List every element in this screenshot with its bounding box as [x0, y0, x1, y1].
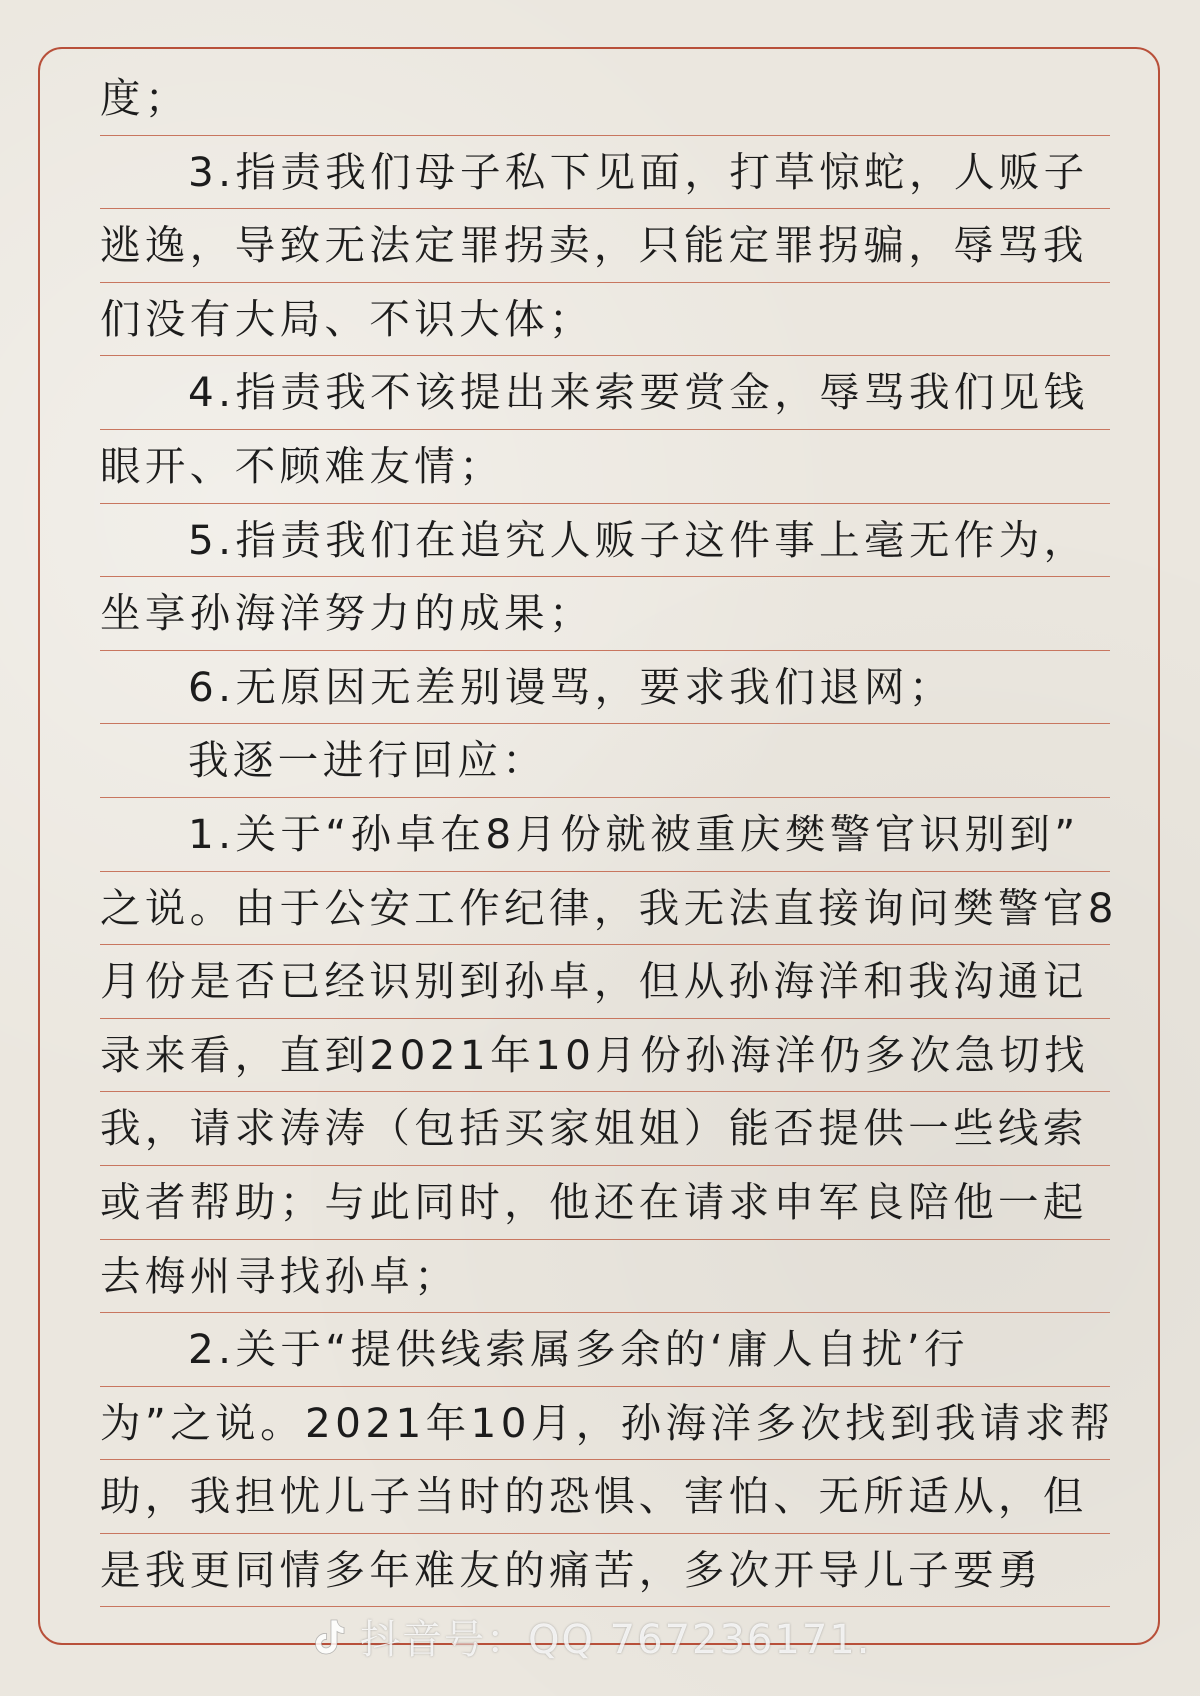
- text-line: 或者帮助；与此同时，他还在请求申军良陪他一起: [100, 1166, 1110, 1240]
- text-line: 6.无原因无差别谩骂，要求我们退网；: [100, 651, 1110, 725]
- tiktok-icon: [312, 1618, 346, 1656]
- text-line: 4.指责我不该提出来索要赏金，辱骂我们见钱: [100, 356, 1110, 430]
- text-line: 逃逸，导致无法定罪拐卖，只能定罪拐骗，辱骂我: [100, 209, 1110, 283]
- text-line: 之说。由于公安工作纪律，我无法直接询问樊警官8: [100, 872, 1110, 946]
- text-line: 是我更同情多年难友的痛苦，多次开导儿子要勇: [100, 1534, 1110, 1608]
- text-line: 坐享孙海洋努力的成果；: [100, 577, 1110, 651]
- text-line: 我逐一进行回应：: [100, 724, 1110, 798]
- text-line: 2.关于“提供线索属多余的‘庸人自扰’行: [100, 1313, 1110, 1387]
- text-line: 3.指责我们母子私下见面，打草惊蛇，人贩子: [100, 136, 1110, 210]
- watermark: [312, 1608, 871, 1665]
- text-line: 录来看，直到2021年10月份孙海洋仍多次急切找: [100, 1019, 1110, 1093]
- text-line: 去梅州寻找孙卓；: [100, 1240, 1110, 1314]
- text-line: 度；: [100, 62, 1110, 136]
- text-line: 眼开、不顾难友情；: [100, 430, 1110, 504]
- text-line: 5.指责我们在追究人贩子这件事上毫无作为，: [100, 504, 1110, 578]
- text-line: 1.关于“孙卓在8月份就被重庆樊警官识别到”: [100, 798, 1110, 872]
- text-line: 为”之说。2021年10月，孙海洋多次找到我请求帮: [100, 1387, 1110, 1461]
- text-line: 月份是否已经识别到孙卓，但从孙海洋和我沟通记: [100, 945, 1110, 1019]
- letter-body: [100, 62, 1118, 1607]
- text-line: 我，请求涛涛（包括买家姐姐）能否提供一些线索: [100, 1092, 1110, 1166]
- text-line: 助，我担忧儿子当时的恐惧、害怕、无所适从，但: [100, 1460, 1110, 1534]
- text-line: 们没有大局、不识大体；: [100, 283, 1110, 357]
- watermark-text: 抖音号：QQ 767236171.: [360, 1617, 872, 1663]
